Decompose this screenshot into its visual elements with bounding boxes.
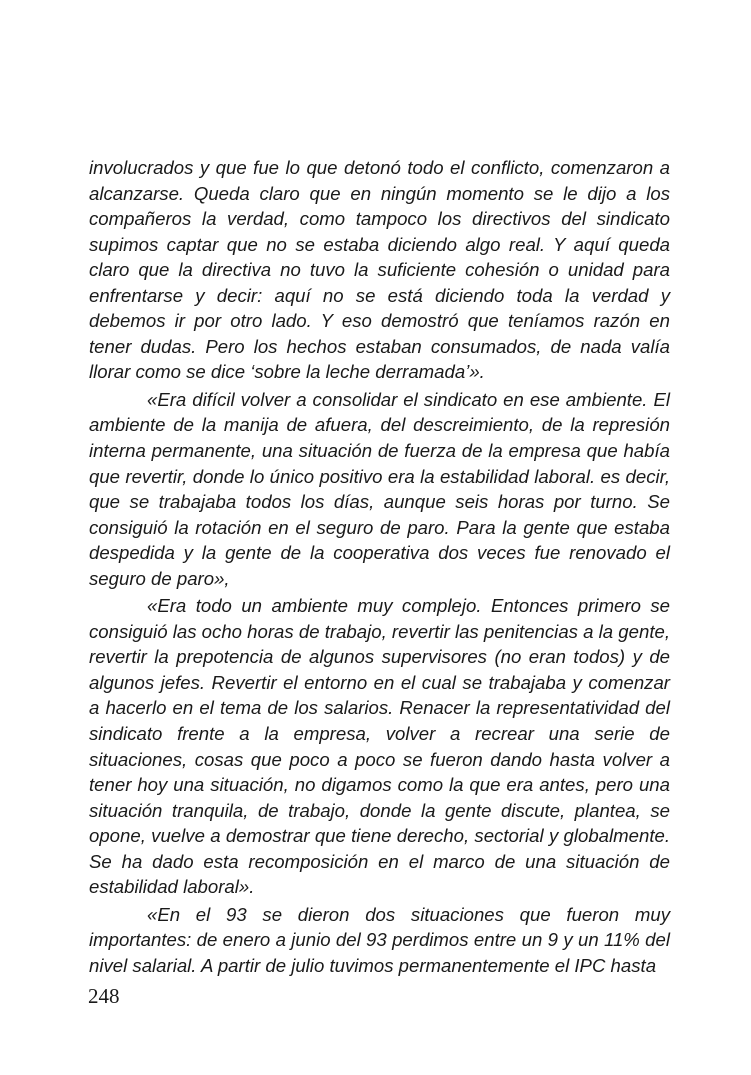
paragraph-quote-ambiente: «Era todo un ambiente muy complejo. Entonces primero se consiguió las ocho horas de trabajo, revertir las penitencias a la gente, revertir la prepotencia de algunos supervisores (no eran todos) y de algunos jefes. Revertir el entorno en el cual se trabajaba y comenzar a hacerlo en el tema de los salarios. Renacer la representatividad del sindicato frente a la empresa, volver a recrear una serie de situaciones, cosas que poco a poco se fueron dando hasta volver a tener hoy una situación, no digamos como la que era antes, pero una situación tranquila, de trabajo, donde la gente discute, plantea, se opone, vuelve a demostrar que tiene derecho, sectorial y globalmente. Se ha dado esta recomposición en el marco de una situación de estabilidad laboral». [89,595,670,898]
page-number: 248 [88,984,120,1008]
paragraph-quote-consolidar: «Era difícil volver a consolidar el sindicato en ese ambiente. El ambiente de la manija de afuera, del descreimiento, de la represión interna permanente, una situación de fuerza de la empresa que había que revertir, donde lo único positivo era la estabilidad laboral. es decir, que se trabajaba todos los días, aunque seis horas por turno. Se consiguió la rotación en el seguro de paro. Para la gente que estaba despedida y la gente de la cooperativa dos veces fue renovado el seguro de paro», [89,388,670,589]
paragraph-continuation: involucrados y que fue lo que detonó todo el conflicto, comenzaron a alcanzarse. Queda claro que en ningún momento se le dijo a los compañeros la verdad, como tampoco los directivos del sindicato supimos captar que no se estaba diciendo algo real. Y aquí queda claro que la directiva no tuvo la suficiente cohesión o unidad para enfrentarse y decir: aquí no se está diciendo toda la verdad y debemos ir por otro lado. Y eso demostró que teníamos razón en tener dudas. Pero los hechos estaban consumados, de nada valía llorar como se dice ‘sobre la leche derramada’». [89,157,670,383]
body-text [89,155,670,979]
paragraph-quote-93: «En el 93 se dieron dos situaciones que fueron muy importantes: de enero a junio del 93 perdimos entre un 9 y un 11% del nivel salarial. A partir de julio tuvimos permanentemente el IPC hasta [89,903,670,976]
